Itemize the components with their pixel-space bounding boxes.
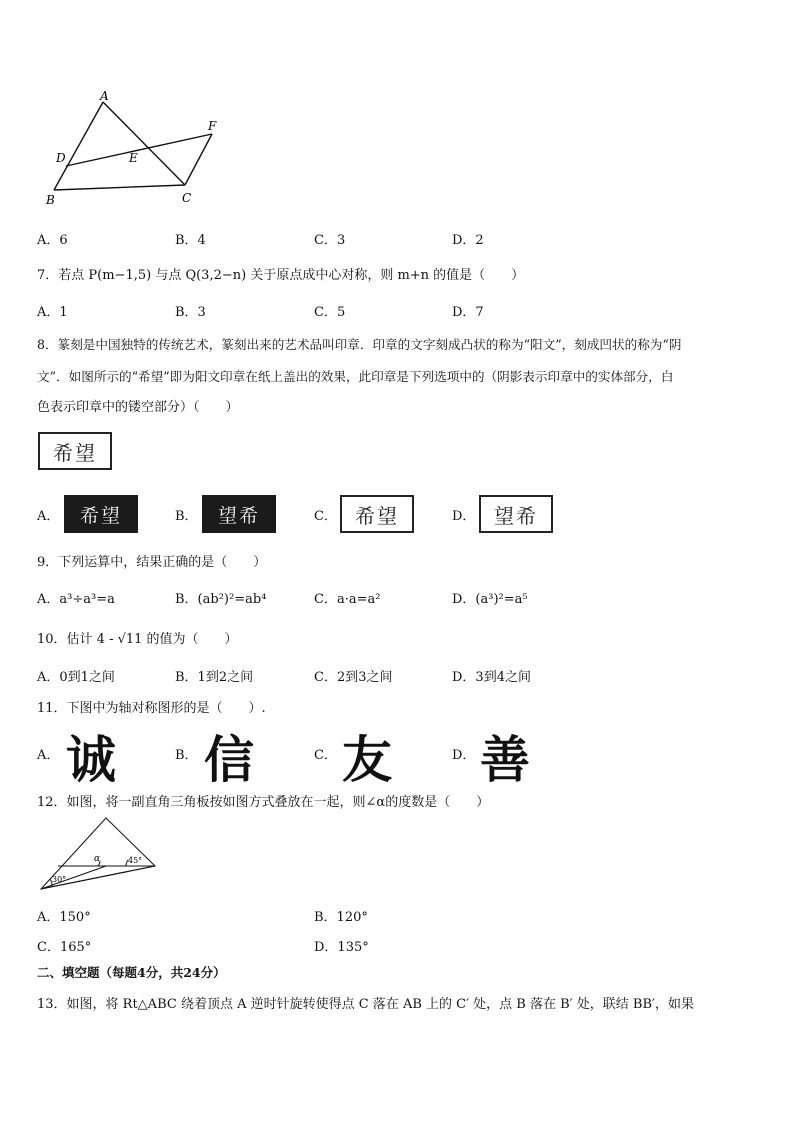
q11-stem: 11．下图中为轴对称图形的是（ ）. xyxy=(37,701,266,716)
q7-stem: 7．若点 P(m−1,5) 与点 Q(3,2−n) 关于原点成中心对称，则 m+n 的值是（ ） xyxy=(37,268,525,283)
q8-stem-line3: 色表示印章中的镂空部分）（ ） xyxy=(37,400,239,415)
q6-option-b[interactable]: B．4 xyxy=(175,233,206,248)
q8-reference-seal: 希望 xyxy=(38,432,112,470)
q11-option-d-char[interactable]: 善 xyxy=(480,731,530,789)
q12-option-c[interactable]: C．165° xyxy=(37,940,92,955)
q12-option-d[interactable]: D．135° xyxy=(314,940,369,955)
section-heading-fill-in: 二、填空题（每题4分，共24分） xyxy=(37,965,226,980)
angle-30-label: 30° xyxy=(52,875,67,884)
q12-option-b[interactable]: B．120° xyxy=(314,910,368,925)
label-e: E xyxy=(129,151,138,165)
q8-option-a-seal[interactable]: 希望 xyxy=(64,495,138,533)
angle-45-label: 45° xyxy=(128,856,143,865)
q12-stem: 12．如图，将一副直角三角板按如图方式叠放在一起，则∠α的度数是（ ） xyxy=(37,795,490,810)
geometry-figure-q6 xyxy=(40,88,230,213)
q8-option-b-label[interactable]: B． xyxy=(175,509,198,524)
q8-stem-line1: 8．篆刻是中国独特的传统艺术，篆刻出来的艺术品叫印章．印章的文字刻成凸状的称为“阳文”，刻成凹状的称为“阴 xyxy=(37,337,682,352)
q12-option-a[interactable]: A．150° xyxy=(37,910,91,925)
q9-option-b[interactable]: B．(ab²)²=ab⁴ xyxy=(175,592,267,607)
q10-option-b[interactable]: B．1到2之间 xyxy=(175,670,254,685)
label-a: A xyxy=(100,89,109,103)
q9-option-a[interactable]: A．a³÷a³=a xyxy=(37,592,115,607)
label-d: D xyxy=(56,151,66,165)
q6-option-c[interactable]: C．3 xyxy=(314,233,346,248)
q13-stem: 13．如图，将 Rt△ABC 绕着顶点 A 逆时针旋转使得点 C 落在 AB 上的 C′ 处，点 B 落在 B′ 处，联结 BB′，如果 xyxy=(37,997,694,1012)
q7-option-b[interactable]: B．3 xyxy=(175,305,206,320)
q10-option-c[interactable]: C．2到3之间 xyxy=(314,670,393,685)
q8-option-d-label[interactable]: D． xyxy=(452,509,476,524)
triangle-figure-q12 xyxy=(38,814,163,894)
q11-option-b-char[interactable]: 信 xyxy=(204,731,254,789)
q8-option-d-seal[interactable]: 望希 xyxy=(479,495,553,533)
segment-cf xyxy=(185,134,212,185)
q11-option-c-label[interactable]: C． xyxy=(314,748,337,763)
label-c: C xyxy=(182,191,192,205)
q11-option-d-label[interactable]: D． xyxy=(452,748,476,763)
q9-option-d[interactable]: D．(a³)²=a⁵ xyxy=(452,592,528,607)
q8-option-c-label[interactable]: C． xyxy=(314,509,337,524)
segment-ac xyxy=(103,102,185,185)
segment-bc xyxy=(54,185,185,190)
q7-option-c[interactable]: C．5 xyxy=(314,305,346,320)
label-b: B xyxy=(46,193,55,207)
q10-option-a[interactable]: A．0到1之间 xyxy=(37,670,115,685)
q8-option-a-label[interactable]: A． xyxy=(37,509,60,524)
segment-ab xyxy=(54,102,103,190)
angle-alpha-label: α xyxy=(94,854,101,864)
q11-option-c-char[interactable]: 友 xyxy=(342,731,392,789)
q8-stem-line2: 文”．如图所示的“希望”即为阳文印章在纸上盖出的效果，此印章是下列选项中的（阴影表示印章中的实体部分，白 xyxy=(37,369,674,384)
q9-stem: 9．下列运算中，结果正确的是（ ） xyxy=(37,555,267,570)
q9-option-c[interactable]: C．a·a=a² xyxy=(314,592,381,607)
q11-option-a-label[interactable]: A． xyxy=(37,748,60,763)
q6-option-d[interactable]: D．2 xyxy=(452,233,484,248)
q8-option-c-seal[interactable]: 希望 xyxy=(340,495,414,533)
q7-option-a[interactable]: A．1 xyxy=(37,305,68,320)
q6-option-a[interactable]: A．6 xyxy=(37,233,68,248)
q10-stem: 10．估计 4 - √11 的值为（ ） xyxy=(37,632,238,647)
q10-option-d[interactable]: D．3到4之间 xyxy=(452,670,531,685)
q8-option-b-seal[interactable]: 望希 xyxy=(202,495,276,533)
q7-option-d[interactable]: D．7 xyxy=(452,305,484,320)
q11-option-a-char[interactable]: 诚 xyxy=(66,731,116,789)
q11-option-b-label[interactable]: B． xyxy=(175,748,198,763)
label-f: F xyxy=(208,119,217,133)
